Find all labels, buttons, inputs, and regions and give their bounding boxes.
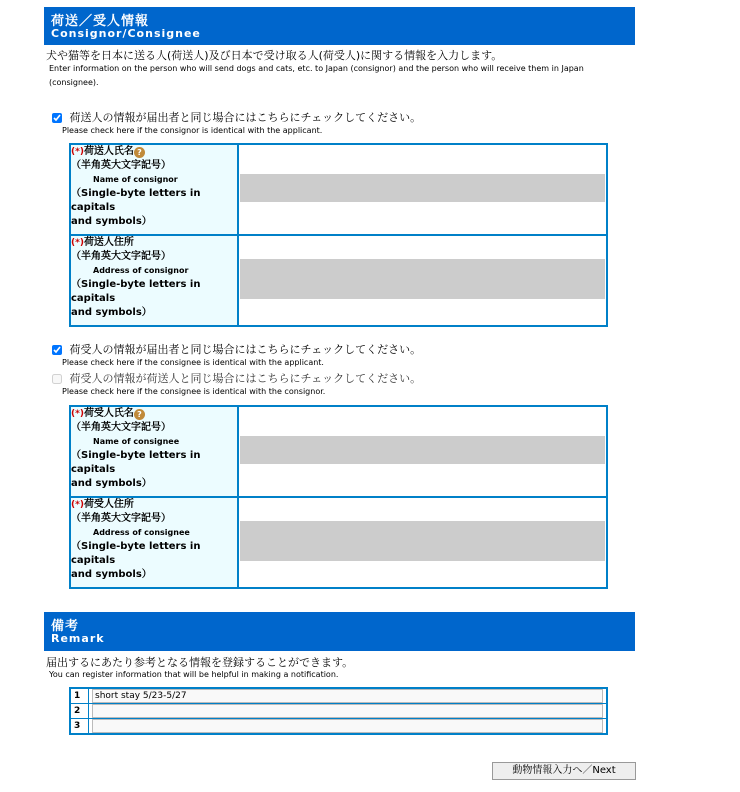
- consignor-name-label: [70, 144, 238, 235]
- consignee-name-cell: [238, 406, 607, 497]
- halfwidth-note: （半角英大文字記号）: [71, 422, 171, 433]
- halfwidth-note: （半角英大文字記号）: [71, 513, 171, 524]
- remark-row-number: 3: [70, 719, 89, 735]
- consignee-address-cell: [238, 497, 607, 588]
- label-jp: 荷受人住所: [83, 499, 134, 510]
- single-byte-note-3: and symbols）: [71, 478, 152, 489]
- help-icon[interactable]: ?: [134, 147, 145, 158]
- next-button[interactable]: 動物情報入力へ／Next: [492, 762, 636, 780]
- section-title-en: Remark: [51, 632, 105, 645]
- section-description-en-1: Enter information on the person who will send dogs and cats, etc. to Japan (consignor) and the person who will receive them in Japan: [49, 64, 584, 73]
- remark-row: [70, 704, 607, 719]
- checkbox-note: Please check here if the consignor is identical with the applicant.: [62, 126, 323, 135]
- remark-description-jp: 届出するにあたり参考となる情報を登録することができます。: [46, 656, 354, 669]
- remark-row: [70, 688, 607, 704]
- single-byte-note-3: and symbols）: [71, 216, 152, 227]
- section-title-jp: 荷送／受人情報: [51, 14, 150, 29]
- consignor-same-applicant-row: [52, 109, 421, 125]
- remark-row: [70, 719, 607, 735]
- consignor-address-label: [70, 235, 238, 326]
- consignee-table: [69, 405, 608, 589]
- label-jp: 荷受人氏名: [83, 408, 134, 419]
- remark-input-3[interactable]: [92, 719, 603, 733]
- remark-row-number: 1: [70, 688, 89, 704]
- required-mark: (*): [71, 147, 84, 157]
- remark-row-value-cell: [89, 704, 608, 719]
- remark-row-value-cell: [89, 688, 608, 704]
- consignee-same-applicant-row: [52, 341, 421, 357]
- single-byte-note-2: capitals: [71, 464, 116, 475]
- single-byte-note-2: capitals: [71, 293, 116, 304]
- remark-section-header: [44, 612, 635, 651]
- single-byte-note-1: （Single-byte letters in: [71, 541, 201, 552]
- halfwidth-note: （半角英大文字記号）: [71, 251, 171, 262]
- section-description-en-2: (consignee).: [49, 78, 99, 87]
- required-mark: (*): [71, 500, 84, 510]
- remark-input-2[interactable]: [92, 704, 603, 718]
- consignor-same-applicant-checkbox[interactable]: [52, 113, 62, 123]
- single-byte-note-1: （Single-byte letters in: [71, 188, 201, 199]
- checkbox-label: 荷送人の情報が届出者と同じ場合にはこちらにチェックしてください。: [69, 111, 422, 124]
- label-jp: 荷送人住所: [83, 237, 134, 248]
- label-en: Address of consignee: [93, 528, 190, 537]
- consignee-name-field[interactable]: [240, 436, 605, 464]
- consignee-address-field[interactable]: [240, 521, 605, 561]
- single-byte-note-1: （Single-byte letters in: [71, 450, 201, 461]
- checkbox-label: 荷受人の情報が届出者と同じ場合にはこちらにチェックしてください。: [69, 343, 422, 356]
- single-byte-note-1: （Single-byte letters in: [71, 279, 201, 290]
- remark-description-en: You can register information that will be helpful in making a notification.: [49, 670, 339, 679]
- remark-input-1[interactable]: short stay 5/23-5/27: [92, 689, 603, 703]
- single-byte-note-3: and symbols）: [71, 307, 152, 318]
- required-mark: (*): [71, 238, 84, 248]
- checkbox-label: 荷受人の情報が荷送人と同じ場合にはこちらにチェックしてください。: [69, 372, 422, 385]
- single-byte-note-2: capitals: [71, 202, 116, 213]
- help-icon[interactable]: ?: [134, 409, 145, 420]
- required-mark: (*): [71, 409, 84, 419]
- section-title-en: Consignor/Consignee: [51, 27, 201, 40]
- section-title-jp: 備考: [51, 619, 80, 634]
- label-jp: 荷送人氏名: [83, 146, 134, 157]
- label-en: Address of consignor: [93, 266, 189, 275]
- single-byte-note-2: capitals: [71, 555, 116, 566]
- remark-row-number: 2: [70, 704, 89, 719]
- consignor-name-field[interactable]: [240, 174, 605, 202]
- consignee-same-consignor-checkbox[interactable]: [52, 374, 62, 384]
- remark-row-value-cell: [89, 719, 608, 735]
- consignee-same-applicant-checkbox[interactable]: [52, 345, 62, 355]
- label-en: Name of consignee: [93, 437, 180, 446]
- consignee-same-consignor-row: [52, 370, 421, 386]
- section-description-jp: 犬や猫等を日本に送る人(荷送人)及び日本で受け取る人(荷受人)に関する情報を入力します。: [46, 49, 503, 62]
- consignor-table: [69, 143, 608, 327]
- checkbox-note: Please check here if the consignee is identical with the consignor.: [62, 387, 326, 396]
- consignee-name-label: [70, 406, 238, 497]
- remark-table: [69, 687, 608, 735]
- consignor-address-field[interactable]: [240, 259, 605, 299]
- halfwidth-note: （半角英大文字記号）: [71, 160, 171, 171]
- checkbox-note: Please check here if the consignee is identical with the applicant.: [62, 358, 324, 367]
- label-en: Name of consignor: [93, 175, 178, 184]
- consignor-name-cell: [238, 144, 607, 235]
- consignor-address-cell: [238, 235, 607, 326]
- consignee-address-label: [70, 497, 238, 588]
- single-byte-note-3: and symbols）: [71, 569, 152, 580]
- consignor-section-header: [44, 7, 635, 45]
